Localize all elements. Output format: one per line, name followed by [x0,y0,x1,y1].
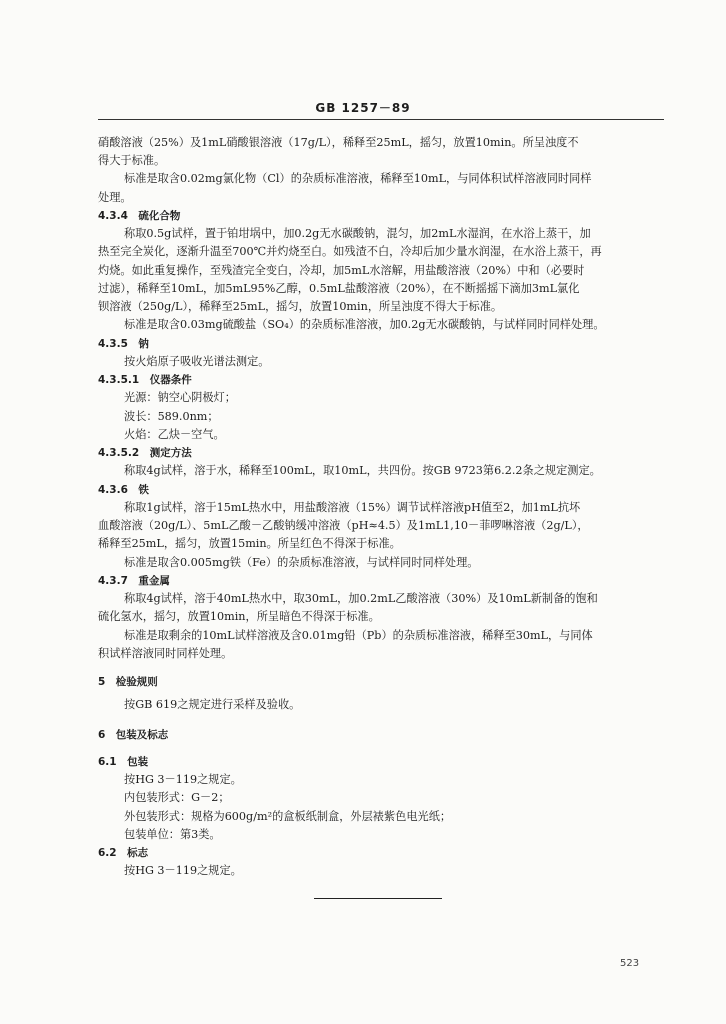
end-rule [314,898,442,899]
text-line: 称取1g试样，溶于15mL热水中，用盐酸溶液（15%）调节试样溶液pH值至2，加1mL抗坏 [124,501,581,514]
text-line: 包装单位：第3类。 [124,828,221,841]
text-line: 灼烧。如此重复操作，至残渣完全变白，冷却，加5mL水溶解，用盐酸溶液（20%）中和（必要时 [98,264,585,277]
text-line: 火焰：乙炔－空气。 [124,428,225,441]
text-line: 波长：589.0nm； [124,410,219,423]
text-line: 得大于标准。 [98,154,166,167]
text-line: 按火焰原子吸收光谱法测定。 [124,355,270,368]
text-line: 外包装形式：规格为600g/m²的盒板纸制盒，外层裱紫色电光纸； [124,810,452,823]
section-heading: 4.3.5.1 仪器条件 [98,374,192,386]
text-line: 血酸溶液（20g/L）、5mL乙酸－乙酸钠缓冲溶液（pH≈4.5）及1mL1,10－菲啰啉溶液（2g/L）， [98,519,589,532]
text-line: 按GB 619之规定进行采样及验收。 [124,698,301,711]
text-line: 标准是取含0.02mg氯化物（Cl）的杂质标准溶液，稀释至10mL，与同体积试样溶液同时同样 [124,172,592,185]
text-line: 光源：钠空心阴极灯； [124,391,236,404]
text-line: 称取4g试样，溶于40mL热水中，取30mL，加0.2mL乙酸溶液（30%）及10mL新制备的饱和 [124,592,598,605]
section-heading: 6 包装及标志 [98,729,169,741]
text-line: 按HG 3－119之规定。 [124,773,242,786]
text-line: 钡溶液（250g/L），稀释至25mL，摇匀，放置10min，所呈浊度不得大于标准。 [98,300,503,313]
text-line: 热至完全炭化，逐渐升温至700℃并灼烧至白。如残渣不白，冷却后加少量水润湿，在水浴上蒸干，再 [98,245,602,258]
section-heading: 4.3.6 铁 [98,484,149,496]
page-number: 523 [620,958,640,969]
header-rule [98,119,664,120]
text-line: 标准是取剩余的10mL试样溶液及含0.01mg铅（Pb）的杂质标准溶液，稀释至30mL，与同体 [124,629,593,642]
text-line: 积试样溶液同时同样处理。 [98,647,233,660]
text-line: 硫化氢水，摇匀，放置10min，所呈暗色不得深于标准。 [98,610,380,623]
section-heading: 6.1 包装 [98,756,149,768]
section-heading: 4.3.4 硫化合物 [98,210,181,222]
text-line: 标准是取含0.03mg硫酸盐（SO₄）的杂质标准溶液，加0.2g无水碳酸钠，与试样同时同样处理。 [124,318,605,331]
text-line: 标准是取含0.005mg铁（Fe）的杂质标准溶液，与试样同时同样处理。 [124,556,479,569]
text-line: 硝酸溶液（25%）及1mL硝酸银溶液（17g/L），稀释至25mL，摇匀，放置10min。所呈浊度不 [98,136,579,149]
text-line: 稀释至25mL，摇匀，放置15min。所呈红色不得深于标准。 [98,537,401,550]
section-heading: 4.3.5 钠 [98,338,149,350]
text-line: 按HG 3－119之规定。 [124,864,242,877]
text-line: 称取0.5g试样，置于铂坩埚中，加0.2g无水碳酸钠，混匀，加2mL水湿润，在水浴上蒸干，加 [124,227,591,240]
section-heading: 6.2 标志 [98,847,149,859]
text-line: 称取4g试样，溶于水，稀释至100mL，取10mL，共四份。按GB 9723第6.2.2条之规定测定。 [124,464,601,477]
document-header: GB 1257－89 [315,101,411,115]
section-heading: 4.3.7 重金属 [98,575,170,587]
text-line: 内包装形式：G－2； [124,791,230,804]
text-line: 过滤），稀释至10mL，加5mL95%乙醇，0.5mL盐酸溶液（20%），在不断摇摇下滴加3mL氯化 [98,282,580,295]
section-heading: 5 检验规则 [98,676,158,688]
section-heading: 4.3.5.2 测定方法 [98,447,192,459]
text-line: 处理。 [98,191,132,204]
